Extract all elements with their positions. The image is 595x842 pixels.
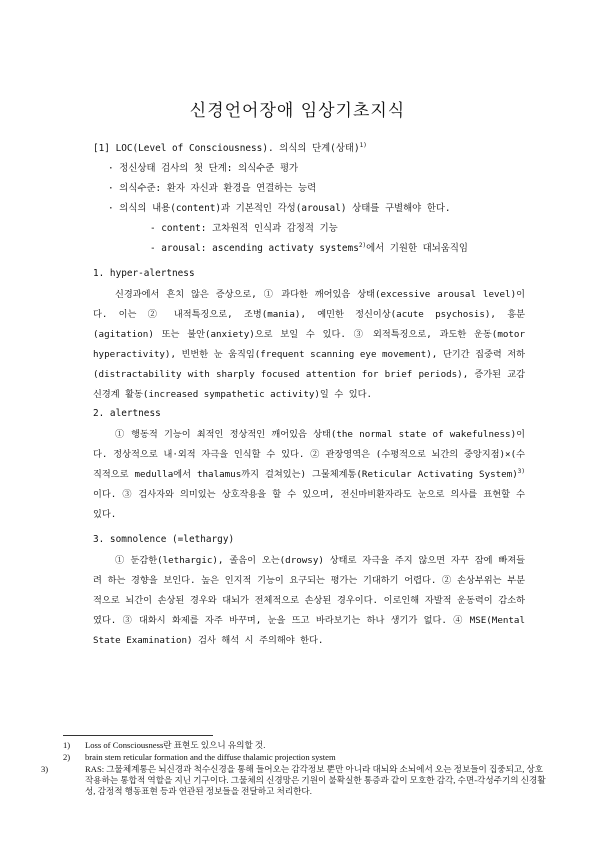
- footnote-text: Loss of Consciousness란 표현도 있으니 유의할 것.: [85, 740, 266, 750]
- footnote-ref-2[interactable]: 2): [358, 241, 367, 249]
- footnote-number: 2): [63, 752, 71, 762]
- footnote-number: 1): [63, 740, 71, 750]
- footnote-1: [63, 740, 525, 751]
- paragraph-somnolence: ① 둔감한(lethargic), 졸음이 오는(drowsy) 상태로 자극을 주지 않으면 자꾸 잠에 빠져들려 하는 경향을 보인다. 높은 인지적 기능이 요구되는 평가는 기대하기 어렵다. ② 손상부위는 부분적으로 뇌간이 손상된 경우와 대뇌가 전체적으로 손상된 경우이다. 이로인해 자발적 운동력이 감소하였다. ③ 대화시 화제를 자주 바꾸며, 눈을 뜨고 바라보기는 하나 생기가 없다. ④ MSE(Mental State Examination) 검사 해석 시 주의해야 한다.: [93, 555, 525, 646]
- bullet-item: · 의식의 내용(content)과 기본적인 각성(arousal) 상태를 구별해야 한다.: [108, 203, 451, 214]
- section-heading-loc: [93, 139, 367, 159]
- bullet-item: · 의식수준: 환자 자신과 환경을 연결하는 능력: [108, 183, 317, 194]
- sub-item-text: - arousal: ascending activaty systems: [150, 243, 359, 254]
- heading-hyper-alertness: 1. hyper-alertness: [93, 268, 195, 279]
- footnote-divider: [63, 735, 213, 736]
- sub-item-text-after: 에서 기원한 대뇌움직임: [366, 243, 468, 254]
- footnote-2: [63, 752, 525, 763]
- page-title: 신경언어장애 임상기초지식: [189, 101, 406, 121]
- paragraph-hyper-alertness: 신경과에서 흔치 않은 증상으로, ① 과다한 깨어있음 상태(excessive arousal level)이다. 이는 ② 내적특징으로, 조병(mania), 예민한 정신이상(acute psychosis), 흥분(agitation) 또는 불안(anxiety)으로 보일 수 있다. ③ 외적특징으로, 과도한 운동(motor hyperactivity), 빈번한 눈 움직임(frequent scanning eye movement), 단기간 집중력 저하(distractability with sharply focused attention for brief periods), 증가된 교감신경계 활동(increased sympathetic activity)일 수 있다.: [93, 289, 525, 400]
- heading-alertness: 2. alertness: [93, 408, 161, 419]
- footnote-ref-3[interactable]: 3): [517, 467, 525, 475]
- footnote-text: brain stem reticular formation and the diffuse thalamic projection system: [85, 752, 336, 762]
- paragraph-alertness: [93, 425, 525, 525]
- footnote-number: 3): [41, 764, 49, 774]
- section-heading-text: [1] LOC(Level of Consciousness). 의식의 단계(상태): [93, 143, 360, 154]
- bullet-item: · 정신상태 검사의 첫 단계: 의식수준 평가: [108, 163, 299, 174]
- footnote-3: [41, 764, 547, 797]
- sub-item-arousal: [150, 239, 468, 259]
- paragraph-alertness-text: ① 행동적 기능이 최적인 정상적인 깨어있음 상태(the normal state of wakefulness)이다. 정상적으로 내·외적 자극을 인식할 수 있다. ② 관장영역은 (수평적으로 뇌간의 중앙지점)×(수직적으로 medulla에서 thalamus까지 걸쳐있는) 그물체계통(Reticular Activating System): [93, 429, 525, 480]
- sub-item-content: - content: 고차원적 인식과 감정적 기능: [150, 223, 338, 234]
- heading-somnolence: 3. somnolence (=lethargy): [93, 534, 235, 545]
- footnote-ref-1[interactable]: 1): [359, 141, 367, 149]
- footnote-text: RAS: 그물체계통은 뇌신경과 척수신경을 통해 들어오는 감각정보 뿐만 아니라 대뇌와 소뇌에서 오는 정보들이 집중되고, 상호작용하는 통합적 역할을 지닌 기구이다. 그물체의 신경망은 기원이 불확실한 통증과 같이 모호한 감각, 수면-각성주기의 신경활성, 감정적 행동표현 등과 연관된 정보들을 전달하고 처리한다.: [85, 764, 546, 796]
- paragraph-alertness-text-after: 이다. ③ 검사자와 의미있는 상호작용을 할 수 있으며, 전신마비환자라도 눈으로 의사를 표현할 수 있다.: [93, 489, 525, 520]
